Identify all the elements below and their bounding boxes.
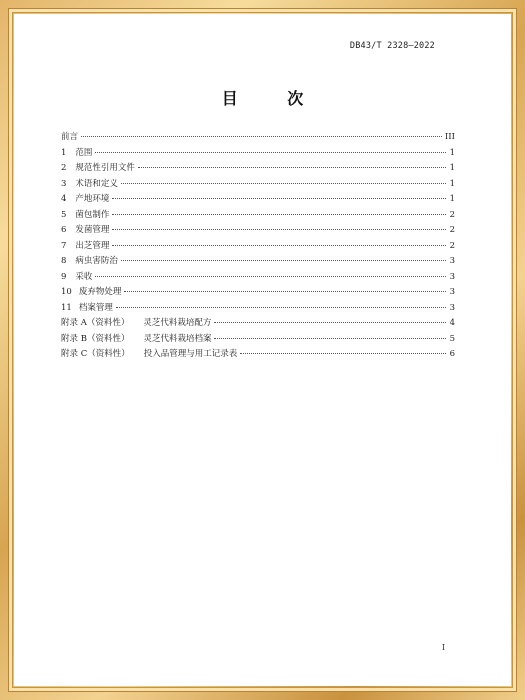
toc-entry-page: 3 <box>449 302 455 313</box>
table-of-contents <box>61 130 455 363</box>
toc-entry-number: 9 <box>61 271 67 282</box>
toc-entry-title: 采收 <box>75 271 93 282</box>
toc-entry-title: 病虫害防治 <box>75 256 118 266</box>
toc-leader-dots <box>81 128 442 137</box>
appendix-label: 附录 A（资料性） <box>61 318 130 328</box>
toc-entry-number: 4 <box>61 194 67 204</box>
toc-entry-number: 8 <box>61 256 67 266</box>
toc-entry-title: 发菌管理 <box>75 225 110 235</box>
toc-leader-dots <box>95 268 446 277</box>
toc-leader-dots <box>240 345 446 354</box>
toc-entry-page: 1 <box>449 178 455 189</box>
toc-leader-dots <box>112 206 446 215</box>
toc-entry-page: 2 <box>449 209 455 220</box>
appendix-page: 6 <box>449 349 455 359</box>
toc-leader-dots <box>214 314 446 323</box>
toc-entry-page: 2 <box>449 225 455 235</box>
toc-entry-title: 出芝管理 <box>75 240 110 251</box>
toc-entry-number: 7 <box>61 240 67 251</box>
toc-entry-number: 10 <box>61 287 72 297</box>
toc-entry-page: 3 <box>449 256 455 266</box>
toc-leader-dots <box>138 159 446 168</box>
toc-entry-title: 档案管理 <box>78 302 113 313</box>
toc-entry-page: III <box>444 132 455 142</box>
toc-entry-page: 1 <box>449 194 455 204</box>
toc-entry-page: 3 <box>449 287 455 297</box>
toc-entry-number: 2 <box>61 163 67 173</box>
toc-entry-page: 1 <box>449 147 455 158</box>
toc-entry-title: 术语和定义 <box>75 178 118 189</box>
toc-entry-number: 11 <box>61 302 72 313</box>
appendix-title: 灵芝代料栽培配方 <box>143 318 212 328</box>
toc-entry-number: 6 <box>61 225 67 235</box>
document-page <box>14 14 511 686</box>
toc-entry-number: 3 <box>61 178 67 189</box>
toc-leader-dots <box>214 330 446 339</box>
standard-code: DB43/T 2328—2022 <box>349 41 435 51</box>
toc-appendix-c[interactable] <box>61 347 455 363</box>
toc-leader-dots <box>112 190 446 199</box>
footer-page-number: I <box>441 643 445 652</box>
toc-leader-dots <box>116 299 446 308</box>
toc-entry-page: 2 <box>449 240 455 251</box>
appendix-label: 附录 B（资料性） <box>61 333 130 344</box>
toc-entry-number: 1 <box>61 147 67 158</box>
toc-leader-dots <box>112 221 446 230</box>
toc-leader-dots <box>95 144 446 153</box>
appendix-label: 附录 C（资料性） <box>61 349 130 359</box>
toc-leader-dots <box>124 283 446 292</box>
toc-entry-title: 菌包制作 <box>75 209 110 220</box>
appendix-page: 5 <box>449 333 455 344</box>
toc-entry-page: 1 <box>449 163 455 173</box>
toc-leader-dots <box>112 237 446 246</box>
toc-leader-dots <box>121 175 446 184</box>
toc-entry-title: 范围 <box>75 147 93 158</box>
appendix-page: 4 <box>449 318 455 328</box>
toc-entry-title: 废弃物处理 <box>78 287 122 297</box>
appendix-title: 投入品管理与用工记录表 <box>143 349 238 359</box>
page-title: 目 次 <box>221 89 326 108</box>
toc-entry-title: 规范性引用文件 <box>75 163 135 173</box>
toc-entry-title: 前言 <box>61 132 79 142</box>
toc-entry-page: 3 <box>449 271 455 282</box>
toc-entry-title: 产地环境 <box>75 194 110 204</box>
toc-entry-number: 5 <box>61 209 67 220</box>
appendix-title: 灵芝代料栽培档案 <box>143 333 212 344</box>
toc-leader-dots <box>121 252 446 261</box>
